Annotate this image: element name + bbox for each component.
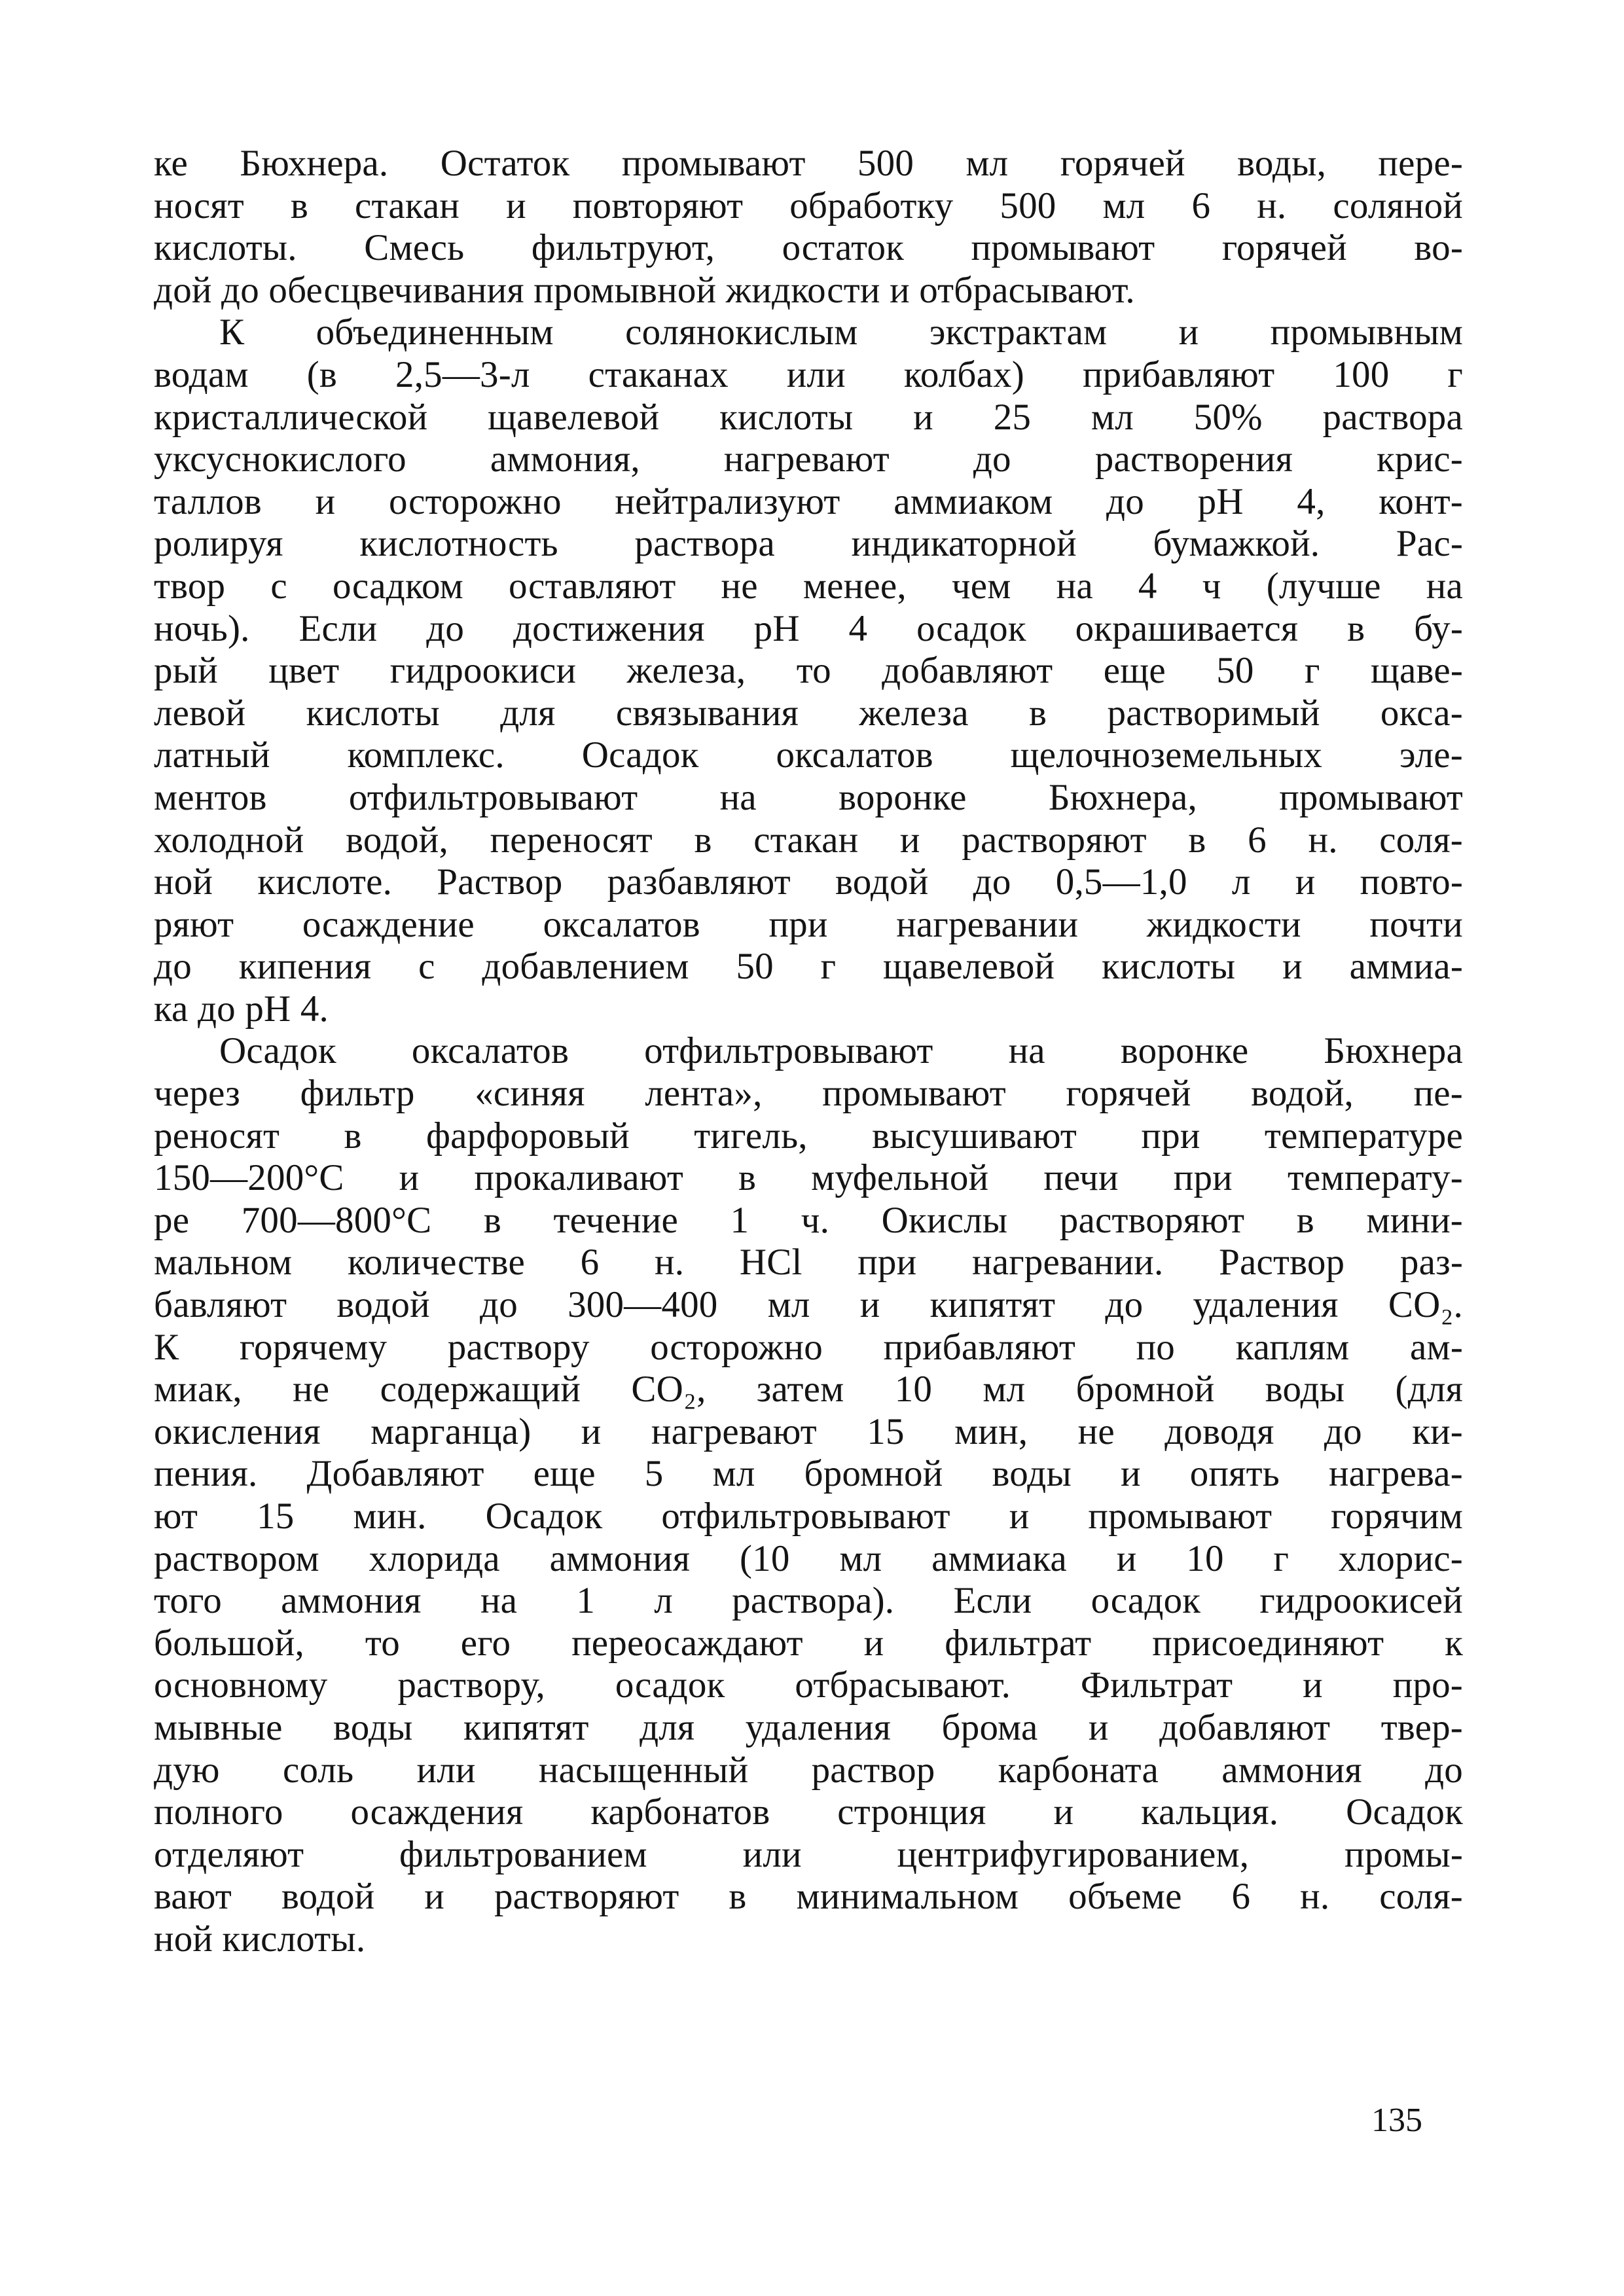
text-line: ре 700—800°С в течение 1 ч. Окислы растворяют в мини- (154, 1199, 1463, 1241)
text-line: носят в стакан и повторяют обработку 500 мл 6 н. соляной (154, 185, 1463, 226)
text-line: дой до обесцвечивания промывной жидкости и отбрасывают. (154, 269, 1135, 311)
text-line: Осадок оксалатов отфильтровывают на воронке Бюхнера (219, 1030, 1463, 1072)
text-line: основному раствору, осадок отбрасывают. Фильтрат и про- (154, 1664, 1463, 1706)
paragraph (154, 143, 1463, 312)
text-line: мывные воды кипятят для удаления брома и добавляют твер- (154, 1706, 1463, 1748)
text-line: реносят в фарфоровый тигель, высушивают при температуре (154, 1115, 1463, 1157)
text-line: через фильтр «синяя лента», промывают горячей водой, пе- (154, 1073, 1463, 1115)
text-line: полного осаждения карбонатов стронция и кальция. Осадок (154, 1791, 1463, 1833)
text-line: бавляют водой до 300—400 мл и кипятят до удаления CO₂. (154, 1284, 1463, 1326)
text-line: водам (в 2,5—3-л стаканах или колбах) прибавляют 100 г (154, 353, 1463, 395)
text-line: рый цвет гидроокиси железа, то добавляют еще 50 г щаве- (154, 650, 1463, 692)
text-line: кислоты. Смесь фильтруют, остаток промывают горячей во- (154, 227, 1463, 269)
text-line: до кипения с добавлением 50 г щавелевой кислоты и аммиа- (154, 946, 1463, 988)
text-line: ке Бюхнера. Остаток промывают 500 мл горячей воды, пере- (154, 143, 1463, 184)
text-line: ночь). Если до достижения pH 4 осадок окрашивается в бу- (154, 607, 1463, 649)
text-line: 150—200°С и прокаливают в муфельной печи при температу- (154, 1157, 1463, 1199)
text-line: уксуснокислого аммония, нагревают до растворения крис- (154, 439, 1463, 480)
text-line: ной кислоты. (154, 1918, 366, 1960)
text-line: твор с осадком оставляют не менее, чем на 4 ч (лучше на (154, 565, 1463, 607)
text-line: мальном количестве 6 н. HCl при нагревании. Раствор раз- (154, 1242, 1463, 1283)
text-line: К объединенным солянокислым экстрактам и промывным (219, 312, 1463, 353)
text-line: ментов отфильтровывают на воронке Бюхнера, промывают (154, 776, 1463, 818)
text-line: большой, то его переосаждают и фильтрат присоединяют к (154, 1622, 1463, 1664)
text-line: окисления марганца) и нагревают 15 мин, не доводя до ки- (154, 1410, 1463, 1452)
text-line: латный комплекс. Осадок оксалатов щелочноземельных эле- (154, 734, 1463, 776)
text-line: ка до pH 4. (154, 988, 329, 1030)
text-line: пения. Добавляют еще 5 мл бромной воды и опять нагрева- (154, 1453, 1463, 1495)
text-line: того аммония на 1 л раствора). Если осадок гидроокисей (154, 1580, 1463, 1622)
text-line: левой кислоты для связывания железа в растворимый окса- (154, 692, 1463, 734)
text-line: холодной водой, переносят в стакан и растворяют в 6 н. соля- (154, 819, 1463, 861)
text-line: ролируя кислотность раствора индикаторной бумажкой. Рас- (154, 523, 1463, 565)
text-line: таллов и осторожно нейтрализуют аммиаком до pH 4, конт- (154, 480, 1463, 522)
text-line: вают водой и растворяют в минимальном объеме 6 н. соля- (154, 1876, 1463, 1918)
body-text (154, 143, 1463, 1961)
text-line: ной кислоте. Раствор разбавляют водой до 0,5—1,0 л и повто- (154, 861, 1463, 903)
page-number: 135 (1371, 2102, 1422, 2139)
paragraph (154, 312, 1463, 1030)
text-line: К горячему раствору осторожно прибавляют по каплям ам- (154, 1326, 1463, 1368)
text-line: отделяют фильтрованием или центрифугированием, промы- (154, 1833, 1463, 1875)
text-line: ют 15 мин. Осадок отфильтровывают и промывают горячим (154, 1496, 1463, 1537)
text-line: кристаллической щавелевой кислоты и 25 мл 50% раствора (154, 396, 1463, 438)
text-line: дую соль или насыщенный раствор карбоната аммония до (154, 1749, 1463, 1791)
text-line: миак, не содержащий CO₂, затем 10 мл бромной воды (для (154, 1369, 1463, 1410)
paragraph (154, 1030, 1463, 1960)
text-line: раствором хлорида аммония (10 мл аммиака и 10 г хлорис- (154, 1537, 1463, 1579)
text-line: ряют осаждение оксалатов при нагревании жидкости почти (154, 903, 1463, 945)
